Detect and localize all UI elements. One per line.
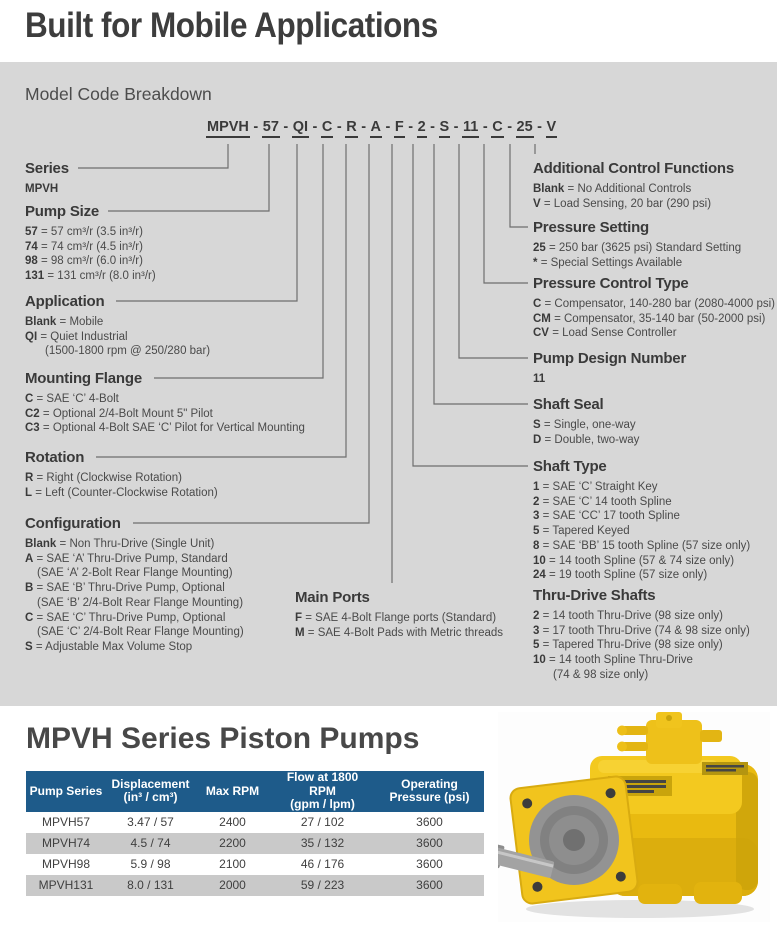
section-heading: Thru-Drive Shafts (533, 587, 656, 604)
code-value: 3 (533, 624, 540, 637)
code-definition-continuation (25, 596, 244, 611)
cell: 3.47 / 57 (106, 812, 195, 833)
code-description: (SAE ‘C’ 2/4-Bolt Rear Flange Mounting) (37, 626, 244, 639)
section-additional-control-functions (533, 160, 734, 211)
code-definition (25, 315, 210, 330)
col-header-operating-pressure: Operating Pressure (psi) (375, 771, 484, 812)
table-row (26, 812, 484, 833)
code-separator: - (253, 119, 259, 135)
code-value: 57 (25, 226, 38, 238)
section-shaft-type (533, 458, 750, 583)
code-definition (25, 640, 244, 655)
section-pressure-setting (533, 219, 741, 270)
cell: 3600 (375, 875, 484, 896)
code-segment-rotation: R (345, 119, 357, 138)
table-row (26, 854, 484, 875)
code-value: V (533, 197, 541, 210)
section-shaft-seal (533, 396, 639, 447)
code-value: 5 (533, 525, 540, 538)
code-definition (25, 240, 156, 255)
col-header-displacement: Displacement (in³ / cm³) (106, 771, 195, 812)
code-value: L (25, 486, 33, 499)
code-value: 3 (533, 510, 540, 523)
code-value: 2 (533, 495, 540, 508)
code-value: A (25, 552, 34, 565)
code-description: = SAE ‘C’ 14 tooth Spline (542, 495, 672, 508)
code-separator: - (361, 119, 367, 135)
code-value: 5 (533, 639, 540, 652)
section-rotation (25, 449, 218, 500)
code-description: = 14 tooth Spline Thru-Drive (549, 654, 693, 667)
code-description: = Load Sense Controller (552, 327, 677, 340)
cell: MPVH131 (26, 875, 106, 896)
code-definition (533, 480, 750, 495)
code-description: = Load Sensing, 20 bar (290 psi) (543, 197, 712, 210)
col-header-flow: Flow at 1800 RPM (gpm / lpm) (270, 771, 375, 812)
code-definition-continuation (25, 625, 244, 640)
code-segment-pump-size: 57 (262, 119, 280, 138)
code-description: = SAE ‘B’ Thru-Drive Pump, Optional (36, 582, 225, 595)
code-separator: - (430, 119, 435, 135)
code-definition (533, 197, 734, 212)
code-definition-continuation (533, 668, 750, 683)
col-header-max-rpm: Max RPM (195, 771, 270, 812)
code-description: = 17 tooth Thru-Drive (74 & 98 size only) (542, 624, 750, 637)
code-definition (533, 568, 750, 583)
code-definition (533, 524, 750, 539)
code-value: C (25, 393, 34, 405)
code-description: = SAE ‘BB’ 15 tooth Spline (57 size only) (542, 539, 751, 552)
code-definition-continuation (25, 344, 210, 359)
code-definition (25, 330, 210, 345)
code-separator: - (482, 119, 488, 135)
code-description: = Compensator, 35-140 bar (50-2000 psi) (554, 312, 766, 325)
code-segment-series: MPVH (206, 119, 250, 138)
page-title: Built for Mobile Applications (25, 6, 438, 45)
code-value: MPVH (25, 183, 59, 195)
pump-photo (498, 712, 770, 922)
cell: 35 / 132 (270, 833, 375, 854)
code-definition (533, 372, 686, 387)
section-heading: Additional Control Functions (533, 160, 735, 177)
section-heading: Shaft Seal (533, 396, 604, 413)
code-description: = SAE ‘A’ Thru-Drive Pump, Standard (36, 552, 228, 565)
code-value: 74 (25, 240, 38, 253)
code-separator: - (385, 119, 391, 135)
section-pump-size (25, 203, 156, 284)
section-mounting-flange (25, 370, 305, 436)
section-heading: Shaft Type (533, 458, 607, 475)
code-definition (295, 626, 503, 641)
section-heading: Application (25, 293, 105, 310)
cell: 2400 (195, 812, 270, 833)
code-description: = Single, one-way (543, 419, 636, 431)
code-value: R (25, 472, 34, 484)
code-description: = 14 tooth Thru-Drive (98 size only) (542, 610, 723, 622)
code-description: = 14 tooth Spline (57 & 74 size only) (549, 554, 735, 567)
cell: 46 / 176 (270, 854, 375, 875)
code-description: = SAE ‘CC’ 17 tooth Spline (542, 510, 680, 523)
code-value: 2 (533, 610, 540, 622)
code-segment-design-number: 11 (462, 119, 479, 138)
code-value: 10 (533, 554, 546, 567)
section-heading: Main Ports (295, 589, 370, 606)
code-value: S (533, 419, 541, 431)
code-value: * (533, 256, 538, 269)
code-definition (533, 418, 639, 433)
section-series (25, 160, 69, 197)
code-value: 98 (25, 255, 38, 268)
code-separator: - (336, 119, 342, 135)
code-value: M (295, 626, 305, 639)
cell: 2000 (195, 875, 270, 896)
code-definition (533, 312, 775, 327)
code-definition (533, 326, 775, 341)
code-definition (295, 611, 503, 626)
code-value: 131 (25, 270, 45, 283)
code-description: = 57 cm³/r (3.5 in³/r) (41, 226, 143, 238)
section-main-ports (295, 589, 503, 640)
code-definition (25, 407, 305, 422)
code-description: = SAE 4-Bolt Pads with Metric threads (307, 626, 504, 639)
section-heading: Pump Design Number (533, 350, 687, 367)
code-description: (1500-1800 rpm @ 250/280 bar) (45, 345, 211, 358)
code-value: 24 (533, 569, 546, 582)
code-separator: - (312, 119, 318, 135)
section-heading: Pressure Setting (533, 219, 650, 236)
cell: 5.9 / 98 (106, 854, 195, 875)
code-value: F (295, 612, 303, 624)
code-description: = Tapered Thru-Drive (98 size only) (542, 639, 723, 652)
cell: 4.5 / 74 (106, 833, 195, 854)
code-description: = Optional 4-Bolt SAE ‘C’ Pilot for Vertical Mounting (42, 422, 305, 435)
col-header-pump-series: Pump Series (26, 771, 106, 812)
code-value: QI (25, 330, 38, 343)
code-value: 10 (533, 654, 546, 667)
section-application (25, 293, 210, 359)
code-description: = SAE ‘C’ Straight Key (542, 481, 658, 493)
model-code-panel (0, 62, 777, 706)
code-definition (533, 638, 750, 653)
code-description: = Compensator, 140-280 bar (2080-4000 psi) (544, 298, 775, 310)
cell: MPVH98 (26, 854, 106, 875)
pump-photo-illustration (498, 712, 770, 922)
code-separator: - (408, 119, 414, 135)
code-description: = SAE ‘C’ Thru-Drive Pump, Optional (36, 611, 226, 624)
code-description: = Tapered Keyed (542, 525, 630, 538)
code-value: C (533, 298, 542, 310)
code-definition (533, 256, 741, 271)
code-value: Blank (25, 316, 57, 328)
code-description: = Optional 2/4-Bolt Mount 5" Pilot (42, 407, 213, 420)
code-description: = 250 bar (3625 psi) Standard Setting (549, 242, 742, 254)
code-definition (25, 225, 156, 240)
cell: 2200 (195, 833, 270, 854)
code-separator: - (453, 119, 459, 135)
code-value: Blank (25, 538, 57, 550)
code-description: = 98 cm³/r (6.0 in³/r) (41, 255, 143, 268)
code-value: 1 (533, 481, 540, 493)
code-value: 8 (533, 539, 540, 552)
code-value: 25 (533, 242, 546, 254)
code-description: = Double, two-way (544, 433, 640, 446)
code-definition (25, 581, 244, 596)
section-heading: Rotation (25, 449, 85, 466)
code-definition (25, 611, 244, 626)
code-definition (533, 297, 775, 312)
code-value: D (533, 433, 542, 446)
code-description: = Quiet Industrial (40, 330, 128, 343)
code-definition (533, 495, 750, 510)
code-description: = SAE 4-Bolt Flange ports (Standard) (305, 612, 497, 624)
code-definition (25, 421, 305, 436)
code-description: = Non Thru-Drive (Single Unit) (59, 538, 215, 550)
code-definition (533, 182, 734, 197)
code-definition (25, 471, 218, 486)
code-segment-additional-control: V (546, 119, 558, 138)
code-definition (533, 539, 750, 554)
code-value: 11 (533, 373, 546, 385)
code-description: (SAE ‘A’ 2-Bolt Rear Flange Mounting) (37, 567, 233, 580)
code-definition (25, 254, 156, 269)
code-definition (25, 537, 244, 552)
section-heading: Mounting Flange (25, 370, 142, 387)
code-value: CM (533, 312, 551, 325)
cell: 27 / 102 (270, 812, 375, 833)
table-header-row (26, 771, 484, 812)
code-definition (533, 609, 750, 624)
code-segment-mounting-flange: C (321, 119, 333, 138)
cell: 2100 (195, 854, 270, 875)
code-separator: - (537, 119, 543, 135)
code-definition (25, 182, 69, 197)
cell: MPVH74 (26, 833, 106, 854)
cell: 3600 (375, 812, 484, 833)
cell: 3600 (375, 833, 484, 854)
code-definition (25, 486, 218, 501)
code-value: S (25, 640, 33, 653)
section-heading: Configuration (25, 515, 121, 532)
code-separator: - (283, 119, 289, 135)
code-segment-main-ports: F (394, 119, 405, 138)
code-segment-application: QI (292, 119, 309, 138)
bottom-section-title: MPVH Series Piston Pumps (26, 722, 420, 755)
code-segment-shaft-type: 2 (417, 119, 427, 138)
code-definition (533, 433, 639, 448)
code-description: = SAE ‘C’ 4-Bolt (36, 393, 119, 405)
code-definition (25, 392, 305, 407)
code-value: Blank (533, 183, 565, 195)
code-value: CV (533, 327, 549, 340)
section-heading: Pump Size (25, 203, 100, 220)
section-heading: Series (25, 160, 69, 177)
pump-spec-table (26, 771, 484, 896)
code-description: = 131 cm³/r (8.0 in³/r) (47, 270, 156, 283)
code-definition (533, 624, 750, 639)
code-definition (533, 554, 750, 569)
code-description: = Adjustable Max Volume Stop (35, 640, 193, 653)
table-row (26, 833, 484, 854)
code-definition (533, 509, 750, 524)
code-definition (533, 653, 750, 668)
cell: MPVH57 (26, 812, 106, 833)
code-description: (74 & 98 size only) (553, 668, 649, 681)
code-definition (25, 552, 244, 567)
code-description: = Left (Counter-Clockwise Rotation) (35, 486, 218, 499)
code-description: = No Additional Controls (567, 183, 692, 195)
code-description: = Right (Clockwise Rotation) (36, 472, 182, 484)
section-pressure-control-type (533, 275, 775, 341)
code-segment-shaft-seal: S (439, 119, 451, 138)
section-heading: Pressure Control Type (533, 275, 689, 292)
table-row (26, 875, 484, 896)
code-segment-pressure-control: C (491, 119, 503, 138)
cell: 59 / 223 (270, 875, 375, 896)
code-separator: - (507, 119, 513, 135)
code-definition-continuation (25, 566, 244, 581)
panel-title: Model Code Breakdown (25, 84, 212, 104)
code-segment-configuration: A (370, 119, 382, 138)
code-value: C3 (25, 422, 40, 435)
cell: 8.0 / 131 (106, 875, 195, 896)
code-value: C (25, 611, 34, 624)
code-segment-pressure-setting: 25 (516, 119, 534, 138)
cell: 3600 (375, 854, 484, 875)
code-description: = Mobile (59, 316, 104, 328)
section-pump-design-number (533, 350, 686, 387)
code-description: = 74 cm³/r (4.5 in³/r) (41, 240, 143, 253)
code-description: = 19 tooth Spline (57 size only) (549, 569, 708, 582)
code-value: B (25, 582, 34, 595)
code-definition (533, 241, 741, 256)
code-definition (25, 269, 156, 284)
code-description: (SAE ‘B’ 2/4-Bolt Rear Flange Mounting) (37, 596, 244, 609)
section-thru-drive-shafts (533, 587, 750, 683)
code-value: C2 (25, 407, 40, 420)
section-configuration (25, 515, 244, 655)
code-description: = Special Settings Available (540, 256, 683, 269)
